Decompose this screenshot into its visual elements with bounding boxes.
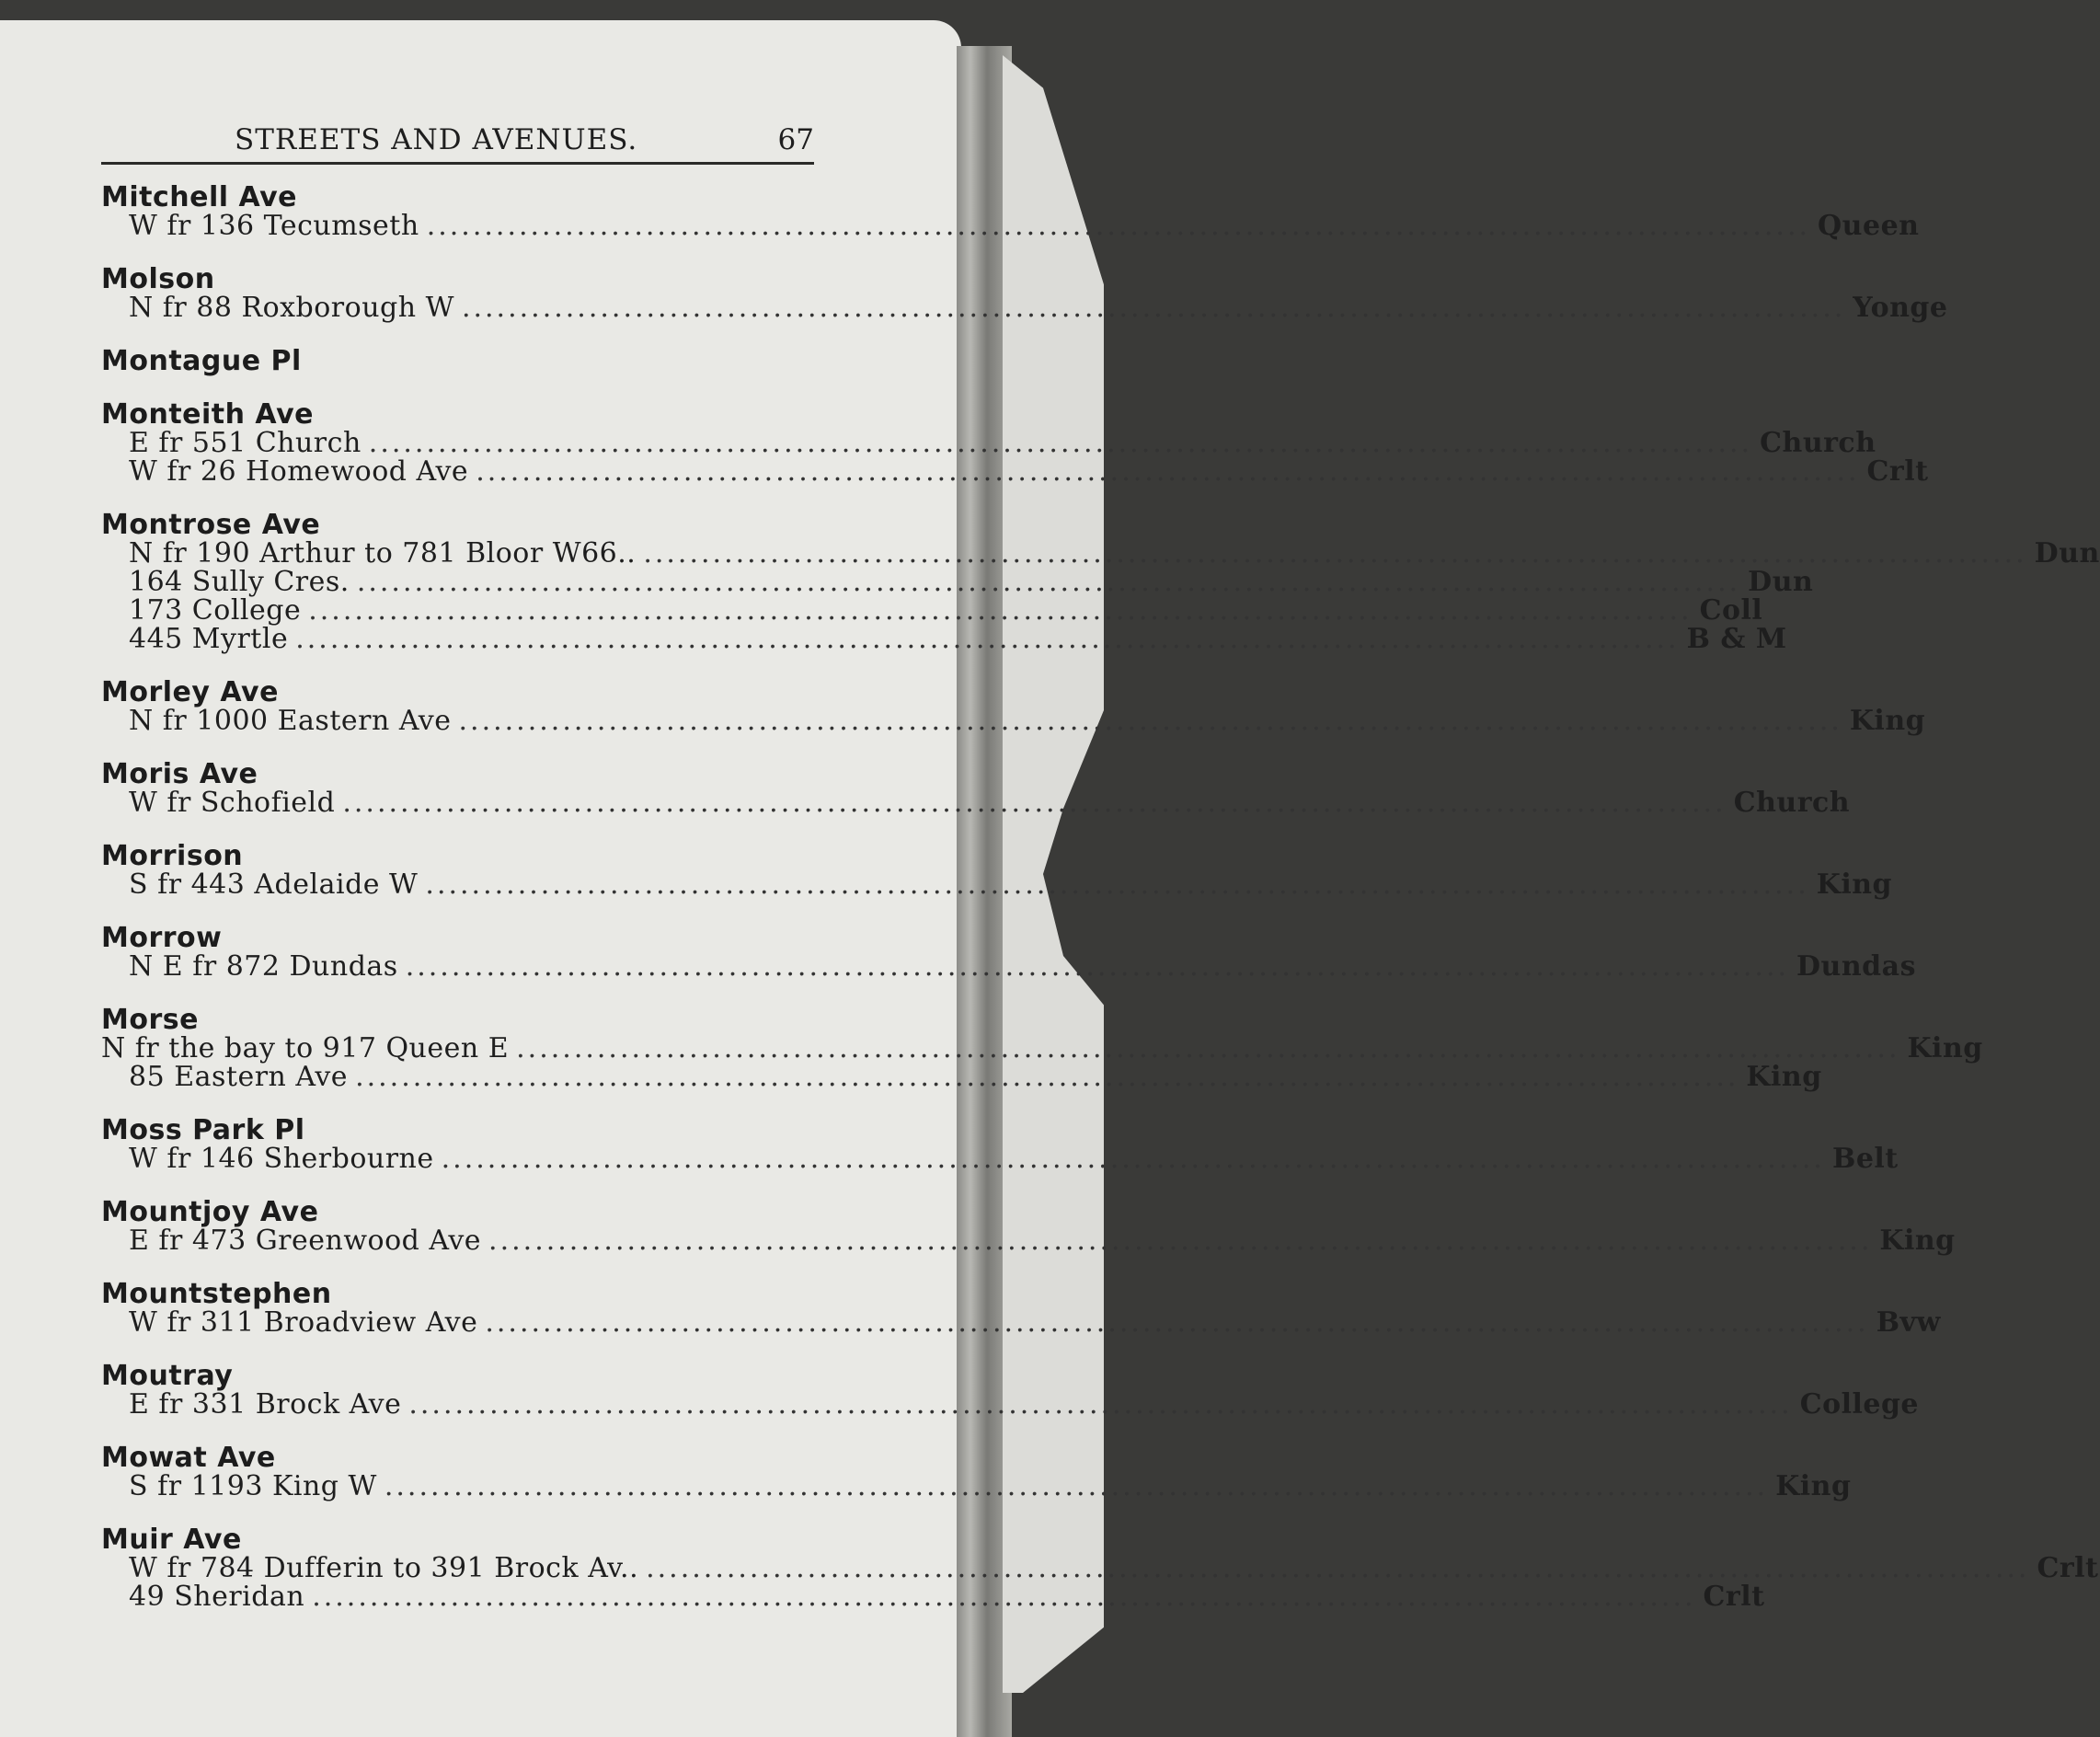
dot-leader: ........................................................................................................................ [384,1470,1769,1502]
street-name: Montrose Ave [101,509,321,541]
route-destination: Crlt [1866,455,1929,488]
route-destination: Dun [1748,566,1814,598]
street-entry [101,1004,1983,1093]
route-destination: King [1879,1225,1956,1257]
dot-leader: ........................................................................................................................ [312,1581,1696,1613]
street-name: Monteith Ave [101,398,314,431]
route-destination: Yonge [1853,292,1948,324]
route-description: E fr 331 Brock Ave [129,1388,402,1421]
street-entry [101,922,1916,983]
street-name: Morrow [101,922,223,954]
street-route-line [101,787,1851,819]
route-description: W fr 311 Broadview Ave [129,1306,478,1339]
street-route-line [101,1032,1983,1064]
street-route-line [101,1581,1765,1613]
route-destination: Bvw [1876,1306,1941,1339]
route-destination: Queen [1818,210,1920,242]
route-description: W fr 146 Sherbourne [129,1143,434,1175]
dot-leader: ........................................................................................................................ [355,1061,1739,1093]
dot-leader: ........................................................................................................................ [643,537,2027,569]
street-route-line [101,537,2100,569]
street-name: Mitchell Ave [101,181,298,213]
street-route-line [101,427,1876,459]
street-entry [101,1278,1941,1339]
dot-leader: ........................................................................................................................ [356,566,1741,598]
route-description: W fr Schofield [129,787,336,819]
route-description: W fr 136 Tecumseth [129,210,419,242]
dot-leader: ........................................................................................................................ [488,1225,1873,1257]
route-description: 164 Sully Cres. [129,566,350,598]
street-entry [101,1524,2099,1613]
street-name: Mowat Ave [101,1442,276,1474]
route-destination: B & M [1686,623,1787,655]
street-name: Mountstephen [101,1278,332,1310]
dot-leader: ........................................................................................................................ [308,594,1693,627]
dot-leader: ........................................................................................................................ [458,705,1842,737]
street-entry [101,758,1851,819]
street-entry [101,263,1948,324]
street-route-line [101,1225,1956,1257]
street-route-line [101,455,1929,488]
street-name: Montague Pl [101,345,302,377]
street-route-line [101,868,1893,901]
street-route-line [101,705,1926,737]
street-name: Muir Ave [101,1524,242,1556]
street-entry [101,840,1893,901]
street-entry [101,398,1929,488]
dot-leader: ........................................................................................................................ [405,950,1790,983]
route-description: N fr 190 Arthur to 781 Bloor W66.. [129,537,637,569]
street-route-line [101,1552,2099,1584]
route-description: W fr 26 Homewood Ave [129,455,469,488]
page-content [101,110,2100,1636]
street-route-line [101,292,1948,324]
street-name: Mountjoy Ave [101,1196,319,1228]
street-entry [101,676,1926,737]
street-entry [101,181,1920,242]
dot-leader: ........................................................................................................................ [476,455,1860,488]
street-entry [101,1114,1899,1175]
street-route-line [101,210,1920,242]
route-description: E fr 551 Church [129,427,361,459]
route-destination: King [1849,705,1926,737]
street-route-line [101,1388,1920,1421]
route-destination: King [1907,1032,1983,1064]
dot-leader: ........................................................................................................................ [425,868,1809,901]
route-description: N fr 1000 Eastern Ave [129,705,452,737]
route-destination: Church [1760,427,1876,459]
running-header [101,110,814,165]
route-description: 445 Myrtle [129,623,289,655]
street-route-line [101,1306,1941,1339]
dot-leader: ........................................................................................................................ [441,1143,1825,1175]
street-name: Morley Ave [101,676,279,708]
route-destination: King [1775,1470,1852,1502]
street-entry [101,1196,1956,1257]
header-title: STREETS AND AVENUES. [235,123,638,156]
route-destination: Belt [1831,1143,1899,1175]
dot-leader: ........................................................................................................................ [646,1552,2030,1584]
route-destination: Crlt [1703,1581,1765,1613]
route-destination: Dundas [1796,950,1916,983]
route-destination: Church [1733,787,1851,819]
street-name: Moss Park Pl [101,1114,305,1146]
dot-leader: ........................................................................................................................ [342,787,1727,819]
street-route-line [101,566,1814,598]
route-description: 85 Eastern Ave [129,1061,349,1093]
street-name: Morse [101,1004,199,1036]
street-route-line [101,623,1787,655]
street-route-line [101,1143,1899,1175]
dot-leader: ........................................................................................................................ [426,210,1811,242]
dot-leader: ........................................................................................................................ [408,1388,1793,1421]
street-route-line [101,1470,1852,1502]
route-description: N E fr 872 Dundas [129,950,398,983]
route-destination: King [1816,868,1893,901]
street-name: Moris Ave [101,758,258,790]
route-description: 49 Sheridan [129,1581,305,1613]
route-description: 173 College [129,594,302,627]
street-name: Morrison [101,840,244,872]
street-entry [101,1442,1852,1502]
street-route-line [101,594,1763,627]
route-destination: College [1799,1388,1920,1421]
street-route-line [101,950,1916,983]
route-destination: Crlt [2037,1552,2099,1584]
dot-leader: ........................................................................................................................ [485,1306,1869,1339]
route-description: N fr the bay to 917 Queen E [101,1032,510,1064]
route-destination: King [1746,1061,1822,1093]
page-number: 67 [777,123,814,156]
route-description: E fr 473 Greenwood Ave [129,1225,482,1257]
dot-leader: ........................................................................................................................ [295,623,1680,655]
dot-leader: ........................................................................................................................ [461,292,1846,324]
dot-leader: ........................................................................................................................ [368,427,1753,459]
route-description: N fr 88 Roxborough W [129,292,454,324]
dot-leader: ........................................................................................................................ [516,1032,1900,1064]
route-description: S fr 443 Adelaide W [129,868,419,901]
route-destination: Coll [1699,594,1763,627]
route-description: W fr 784 Dufferin to 391 Brock Av.. [129,1552,639,1584]
street-name: Molson [101,263,215,295]
street-entry [101,509,2100,655]
street-entries [101,181,2100,1613]
street-route-line [101,1061,1822,1093]
route-description: S fr 1193 King W [129,1470,377,1502]
street-entry [101,347,814,375]
route-destination: Dun [2034,537,2100,569]
street-name: Moutray [101,1360,234,1392]
street-entry [101,1360,1920,1421]
